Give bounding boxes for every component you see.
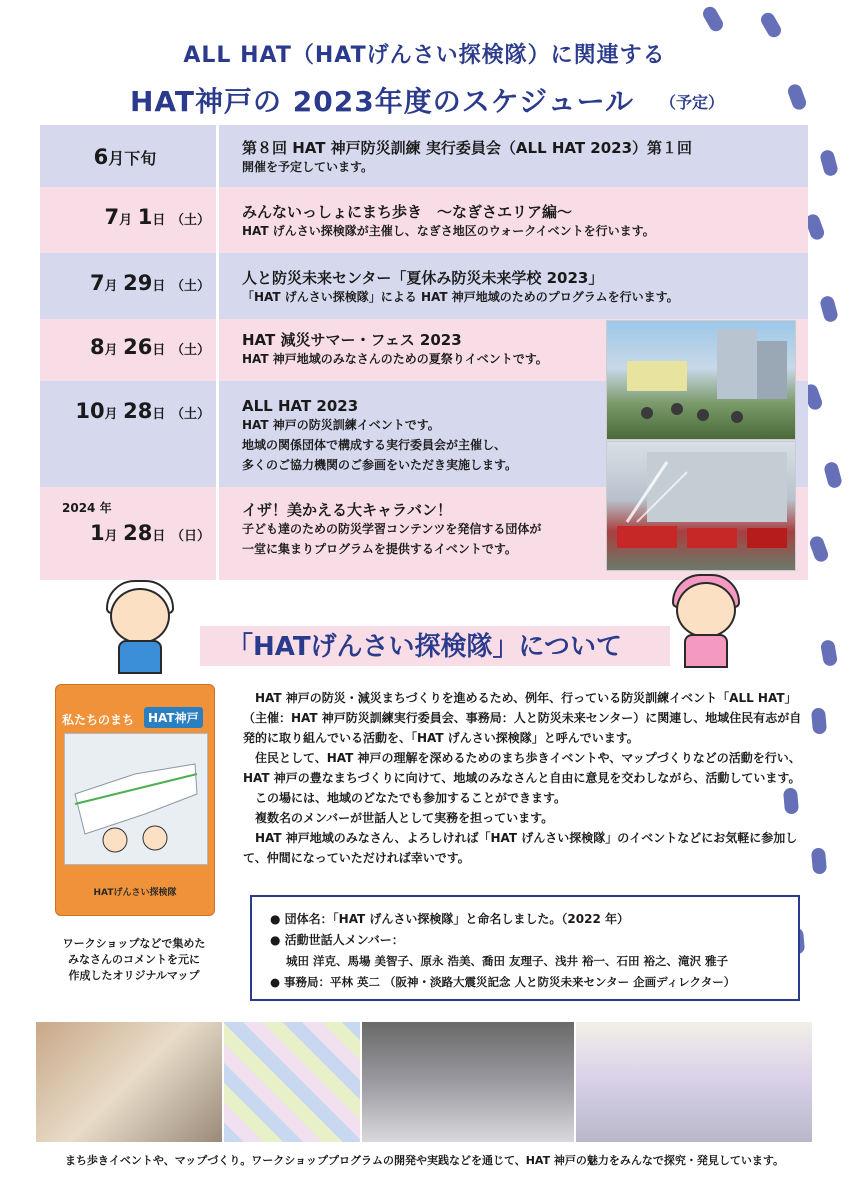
schedule-date: 6月下旬 [93, 145, 157, 169]
map-art [65, 734, 207, 864]
office-info: ● 事務局：平林 英二 （阪神・淡路大震災記念 人と防災未来センター 企画ディレクター） [270, 975, 736, 989]
column-divider [216, 125, 219, 580]
about-paragraph: この場には、地域のどなたでも参加することができます。 [255, 791, 567, 805]
event-title: イザ！美かえる大キャラバン！ [242, 501, 453, 519]
event-title: HAT 減災サマー・フェス 2023 [242, 331, 462, 349]
event-title: 人と防災未来センター「夏休み防災未来学校 2023」 [242, 269, 604, 287]
summer-fest-photo-art [607, 321, 795, 439]
event-desc: HAT げんさい探検隊が主催し、なぎさ地区のウォークイベントを行います。 [242, 224, 655, 238]
event-desc: 子ども達のための防災学習コンテンツを発信する団体が [242, 522, 542, 536]
footprint-icon [819, 149, 839, 178]
event-desc: 多くのご協力機関のご参画をいただき実施します。 [242, 458, 518, 472]
schedule-event [242, 269, 679, 307]
schedule-date: 7月 1日 （土） [104, 205, 210, 229]
bottom-caption: まち歩きイベントや、マップづくり。ワークショッププログラムの開発や実践などを通じて、HAT 神戸の魅力をみんなで探究・発見しています。 [64, 1154, 785, 1167]
schedule-date: 8月 26日 （土） [89, 335, 210, 359]
schedule-event [242, 203, 655, 241]
schedule-date: 7月 29日 （土） [89, 271, 210, 295]
group-name: ● 団体名：「HAT げんさい探検隊」と命名しました。（2022 年） [270, 912, 629, 926]
workshop-photo-3 [362, 1022, 574, 1142]
fire-drill-photo-art [607, 442, 795, 570]
members-label: ● 活動世話人メンバー： [270, 933, 404, 947]
event-title: ALL HAT 2023 [242, 397, 359, 415]
schedule-event [242, 331, 548, 369]
about-paragraph: HAT 神戸の防災・減災まちづくりを進めるため、例年、行っている防災訓練イベント「ALL HAT」（主催：HAT 神戸防災訓練実行委員会、事務局：人と防災未来センター）に関連し、地域住民有志が自発的に取り組んでいる活動を、「HAT げんさい探検隊」と呼んでいます。 [243, 691, 802, 745]
map-caption: ワークショップなどで集めた みなさんのコメントを元に 作成したオリジナルマップ [62, 937, 206, 982]
footprint-icon [700, 4, 725, 34]
about-paragraph: 住民として、HAT 神戸の理解を深めるためのまち歩きイベントや、マップづくりなどの活動を行い、HAT 神戸の豊なまちづくりに向けて、地域のみなさんと自由に意見を交わしながら、活動しています。 [243, 751, 801, 785]
event-desc: 地域の関係団体で構成する実行委員会が主催し、 [242, 438, 507, 452]
footprint-icon [786, 82, 808, 111]
footprint-icon [758, 10, 783, 40]
group-info-box [250, 895, 800, 1001]
event-desc: 「HAT げんさい探検隊」による HAT 神戸地域のためのプログラムを行います。 [242, 290, 679, 304]
schedule-row [40, 125, 808, 187]
map-title: 私たちのまち [62, 713, 135, 727]
event-desc: HAT 神戸地域のみなさんのための夏祭りイベントです。 [242, 352, 548, 366]
event-desc: HAT 神戸の防災訓練イベントです。 [242, 418, 440, 432]
footprint-icon [823, 461, 843, 490]
map-tag: HAT神戸 [144, 707, 203, 728]
workshop-photo-1 [36, 1022, 222, 1142]
about-title: 「HATげんさい探検隊」について [226, 632, 623, 662]
footprint-icon [811, 847, 827, 874]
schedule-row [40, 187, 808, 253]
schedule-event [242, 501, 541, 559]
footprint-icon [811, 707, 827, 734]
event-desc: 一堂に集まりプログラムを提供するイベントです。 [242, 542, 517, 556]
event-desc: 開催を予定しています。 [242, 160, 374, 174]
about-body [243, 688, 803, 868]
footprint-icon [808, 534, 830, 563]
original-map-card [55, 684, 215, 916]
schedule-year: 2024 年 [62, 501, 112, 515]
header-yotei-label: （予定） [660, 93, 725, 112]
workshop-photo-4 [576, 1022, 812, 1142]
schedule-row [40, 253, 808, 319]
summer-fest-photo [606, 320, 796, 440]
footprint-icon [819, 295, 839, 324]
event-title: みんないっしょにまち歩き ～なぎさエリア編～ [242, 203, 573, 221]
map-illustration [64, 733, 208, 865]
event-title: 第８回 HAT 神戸防災訓練 実行委員会（ALL HAT 2023）第１回 [242, 139, 693, 157]
members-list: 城田 洋克、馬場 美智子、原永 浩美、喬田 友理子、浅井 裕一、石田 裕之、滝沢 雅子 [286, 954, 729, 968]
fire-drill-photo [606, 441, 796, 571]
about-paragraph: HAT 神戸地域のみなさん、よろしければ「HAT げんさい探検隊」のイベントなどにお気軽に参加して、仲間になっていただければ幸いです。 [243, 831, 798, 865]
mascot-boy-icon [98, 580, 178, 670]
about-paragraph: 複数名のメンバーが世話人として実務を担っています。 [255, 811, 554, 825]
schedule-event [242, 397, 517, 475]
header-title-line2: HAT神戸の 2023年度のスケジュール [130, 85, 635, 118]
header-title-line1: ALL HAT（HATげんさい探検隊）に関連する [183, 43, 666, 68]
schedule-date: 1月 28日 （日） [89, 521, 210, 545]
schedule-event [242, 139, 692, 177]
workshop-photo-2 [224, 1022, 360, 1142]
map-footer: HATげんさい探検隊 [93, 888, 177, 898]
schedule-date: 10月 28日 （土） [75, 399, 210, 423]
mascot-girl-icon [664, 574, 744, 664]
